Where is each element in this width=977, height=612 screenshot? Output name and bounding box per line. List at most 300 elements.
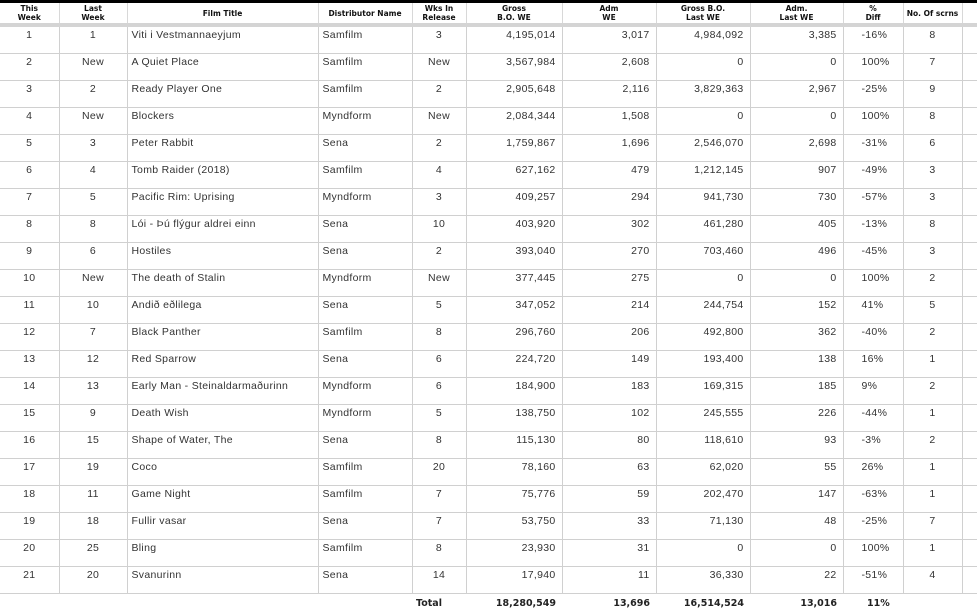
cell-empty — [962, 189, 977, 216]
table-row — [0, 270, 977, 297]
cell-film-title: Coco — [127, 459, 318, 486]
cell-gross-last-we: 71,130 — [656, 513, 750, 540]
cell-empty — [962, 297, 977, 324]
cell-adm-we: 479 — [562, 162, 656, 189]
cell-screens: 3 — [903, 243, 962, 270]
cell-gross-last-we: 4,984,092 — [656, 25, 750, 54]
cell-film-title: Blockers — [127, 108, 318, 135]
cell-film-title: Pacific Rim: Uprising — [127, 189, 318, 216]
cell-gross-last-we: 0 — [656, 540, 750, 567]
cell-pct-diff: -57% — [843, 189, 903, 216]
cell-distributor: Sena — [318, 216, 412, 243]
cell-distributor: Samfilm — [318, 324, 412, 351]
cell-gross-last-we: 193,400 — [656, 351, 750, 378]
cell-film-title: Red Sparrow — [127, 351, 318, 378]
cell-screens: 4 — [903, 567, 962, 594]
cell-adm-we: 214 — [562, 297, 656, 324]
cell-gross-we: 23,930 — [466, 540, 562, 567]
cell-gross-last-we: 461,280 — [656, 216, 750, 243]
cell-adm-we: 149 — [562, 351, 656, 378]
cell-empty — [962, 25, 977, 54]
cell-gross-we: 138,750 — [466, 405, 562, 432]
cell-screens: 1 — [903, 459, 962, 486]
cell-wks-in-release: 6 — [412, 351, 466, 378]
table-row — [0, 81, 977, 108]
cell-film-title: Svanurinn — [127, 567, 318, 594]
cell-gross-we: 377,445 — [466, 270, 562, 297]
cell-last-week: 25 — [59, 540, 127, 567]
cell-wks-in-release: 3 — [412, 25, 466, 54]
cell-empty — [962, 135, 977, 162]
box-office-table — [0, 3, 977, 612]
cell-film-title: Game Night — [127, 486, 318, 513]
cell-pct-diff: -13% — [843, 216, 903, 243]
cell-pct-diff: -25% — [843, 81, 903, 108]
cell-distributor: Samfilm — [318, 459, 412, 486]
cell-gross-we: 53,750 — [466, 513, 562, 540]
cell-pct-diff: 100% — [843, 540, 903, 567]
cell-screens: 1 — [903, 540, 962, 567]
cell-empty — [962, 459, 977, 486]
cell-distributor: Samfilm — [318, 25, 412, 54]
header-adm-we: Adm WE — [562, 3, 656, 25]
header-gross-we: Gross B.O. WE — [466, 3, 562, 25]
cell-wks-in-release: 4 — [412, 162, 466, 189]
cell-adm-last-we: 138 — [750, 351, 843, 378]
cell-film-title: Black Panther — [127, 324, 318, 351]
cell-adm-we: 102 — [562, 405, 656, 432]
header-pct-diff: % Diff — [843, 3, 903, 25]
cell-gross-we: 409,257 — [466, 189, 562, 216]
cell-gross-we: 393,040 — [466, 243, 562, 270]
cell-pct-diff: -49% — [843, 162, 903, 189]
totals-adm: 13,696 — [562, 594, 656, 612]
cell-adm-we: 1,696 — [562, 135, 656, 162]
table-row — [0, 243, 977, 270]
table-row — [0, 324, 977, 351]
cell-pct-diff: -40% — [843, 324, 903, 351]
totals-spacer — [903, 594, 962, 612]
header-empty — [962, 3, 977, 25]
cell-gross-we: 2,905,648 — [466, 81, 562, 108]
cell-empty — [962, 108, 977, 135]
cell-gross-last-we: 941,730 — [656, 189, 750, 216]
cell-distributor: Sena — [318, 297, 412, 324]
cell-distributor: Myndform — [318, 270, 412, 297]
cell-distributor: Sena — [318, 243, 412, 270]
cell-distributor: Sena — [318, 567, 412, 594]
cell-adm-last-we: 907 — [750, 162, 843, 189]
cell-gross-we: 2,084,344 — [466, 108, 562, 135]
cell-gross-last-we: 703,460 — [656, 243, 750, 270]
cell-this-week: 10 — [0, 270, 59, 297]
cell-adm-last-we: 2,967 — [750, 81, 843, 108]
cell-this-week: 4 — [0, 108, 59, 135]
cell-last-week: 2 — [59, 81, 127, 108]
cell-this-week: 16 — [0, 432, 59, 459]
cell-gross-last-we: 1,212,145 — [656, 162, 750, 189]
cell-gross-last-we: 2,546,070 — [656, 135, 750, 162]
cell-this-week: 20 — [0, 540, 59, 567]
cell-last-week: New — [59, 270, 127, 297]
cell-gross-last-we: 202,470 — [656, 486, 750, 513]
cell-gross-we: 1,759,867 — [466, 135, 562, 162]
cell-gross-we: 224,720 — [466, 351, 562, 378]
table-row — [0, 540, 977, 567]
cell-last-week: 15 — [59, 432, 127, 459]
table-row — [0, 432, 977, 459]
cell-pct-diff: 100% — [843, 108, 903, 135]
cell-last-week: 4 — [59, 162, 127, 189]
totals-row — [0, 594, 977, 612]
header-film-title: Film Title — [127, 3, 318, 25]
cell-screens: 1 — [903, 405, 962, 432]
cell-gross-we: 78,160 — [466, 459, 562, 486]
cell-adm-we: 31 — [562, 540, 656, 567]
cell-film-title: Peter Rabbit — [127, 135, 318, 162]
cell-adm-last-we: 48 — [750, 513, 843, 540]
cell-screens: 3 — [903, 189, 962, 216]
table-row — [0, 108, 977, 135]
cell-gross-last-we: 169,315 — [656, 378, 750, 405]
cell-screens: 1 — [903, 351, 962, 378]
header-distributor: Distributor Name — [318, 3, 412, 25]
cell-wks-in-release: 6 — [412, 378, 466, 405]
cell-distributor: Sena — [318, 513, 412, 540]
cell-adm-last-we: 0 — [750, 54, 843, 81]
cell-gross-we: 3,567,984 — [466, 54, 562, 81]
cell-adm-last-we: 93 — [750, 432, 843, 459]
cell-gross-last-we: 244,754 — [656, 297, 750, 324]
cell-adm-last-we: 362 — [750, 324, 843, 351]
cell-gross-last-we: 36,330 — [656, 567, 750, 594]
totals-gross: 18,280,549 — [466, 594, 562, 612]
cell-gross-we: 75,776 — [466, 486, 562, 513]
cell-empty — [962, 54, 977, 81]
cell-this-week: 19 — [0, 513, 59, 540]
cell-this-week: 6 — [0, 162, 59, 189]
cell-screens: 2 — [903, 270, 962, 297]
cell-adm-we: 294 — [562, 189, 656, 216]
cell-distributor: Sena — [318, 432, 412, 459]
cell-wks-in-release: 5 — [412, 297, 466, 324]
cell-screens: 7 — [903, 54, 962, 81]
cell-empty — [962, 243, 977, 270]
cell-adm-we: 183 — [562, 378, 656, 405]
cell-adm-we: 3,017 — [562, 25, 656, 54]
cell-distributor: Samfilm — [318, 486, 412, 513]
cell-this-week: 11 — [0, 297, 59, 324]
cell-this-week: 8 — [0, 216, 59, 243]
cell-gross-last-we: 3,829,363 — [656, 81, 750, 108]
cell-film-title: Early Man - Steinaldarmaðurinn — [127, 378, 318, 405]
cell-film-title: Andið eðlilega — [127, 297, 318, 324]
table-body — [0, 25, 977, 594]
cell-last-week: 12 — [59, 351, 127, 378]
cell-wks-in-release: 10 — [412, 216, 466, 243]
header-adm-last-we: Adm. Last WE — [750, 3, 843, 25]
cell-wks-in-release: 7 — [412, 486, 466, 513]
cell-distributor: Sena — [318, 351, 412, 378]
cell-pct-diff: 100% — [843, 270, 903, 297]
totals-adm-last: 13,016 — [750, 594, 843, 612]
cell-wks-in-release: New — [412, 108, 466, 135]
cell-gross-last-we: 62,020 — [656, 459, 750, 486]
table-row — [0, 25, 977, 54]
table-row — [0, 567, 977, 594]
cell-this-week: 18 — [0, 486, 59, 513]
cell-adm-last-we: 185 — [750, 378, 843, 405]
table-row — [0, 135, 977, 162]
cell-last-week: New — [59, 54, 127, 81]
cell-distributor: Myndform — [318, 378, 412, 405]
cell-wks-in-release: 8 — [412, 432, 466, 459]
cell-wks-in-release: New — [412, 270, 466, 297]
table-row — [0, 459, 977, 486]
cell-empty — [962, 378, 977, 405]
cell-gross-we: 627,162 — [466, 162, 562, 189]
cell-screens: 7 — [903, 513, 962, 540]
table-row — [0, 297, 977, 324]
table-row — [0, 405, 977, 432]
cell-last-week: 20 — [59, 567, 127, 594]
cell-this-week: 3 — [0, 81, 59, 108]
cell-gross-we: 347,052 — [466, 297, 562, 324]
header-row — [0, 3, 977, 25]
table-row — [0, 162, 977, 189]
cell-this-week: 21 — [0, 567, 59, 594]
cell-gross-last-we: 0 — [656, 54, 750, 81]
cell-gross-last-we: 0 — [656, 108, 750, 135]
cell-screens: 8 — [903, 216, 962, 243]
cell-adm-we: 59 — [562, 486, 656, 513]
cell-adm-we: 206 — [562, 324, 656, 351]
cell-last-week: 7 — [59, 324, 127, 351]
cell-empty — [962, 216, 977, 243]
cell-this-week: 2 — [0, 54, 59, 81]
cell-gross-last-we: 0 — [656, 270, 750, 297]
cell-empty — [962, 162, 977, 189]
cell-adm-we: 275 — [562, 270, 656, 297]
cell-screens: 8 — [903, 108, 962, 135]
cell-adm-last-we: 55 — [750, 459, 843, 486]
cell-distributor: Samfilm — [318, 540, 412, 567]
cell-pct-diff: -31% — [843, 135, 903, 162]
table-row — [0, 486, 977, 513]
cell-adm-last-we: 0 — [750, 270, 843, 297]
cell-gross-we: 403,920 — [466, 216, 562, 243]
cell-pct-diff: -51% — [843, 567, 903, 594]
cell-last-week: 6 — [59, 243, 127, 270]
cell-gross-we: 296,760 — [466, 324, 562, 351]
cell-last-week: 8 — [59, 216, 127, 243]
cell-last-week: 19 — [59, 459, 127, 486]
cell-gross-last-we: 118,610 — [656, 432, 750, 459]
table-row — [0, 378, 977, 405]
cell-adm-we: 270 — [562, 243, 656, 270]
cell-last-week: 13 — [59, 378, 127, 405]
cell-adm-last-we: 2,698 — [750, 135, 843, 162]
cell-pct-diff: 26% — [843, 459, 903, 486]
header-gross-last-we: Gross B.O. Last WE — [656, 3, 750, 25]
cell-screens: 5 — [903, 297, 962, 324]
cell-screens: 9 — [903, 81, 962, 108]
cell-empty — [962, 405, 977, 432]
cell-wks-in-release: 8 — [412, 324, 466, 351]
cell-adm-we: 2,116 — [562, 81, 656, 108]
cell-adm-last-we: 0 — [750, 540, 843, 567]
totals-diff: 11% — [843, 594, 903, 612]
table-row — [0, 513, 977, 540]
header-this-week: This Week — [0, 3, 59, 25]
cell-adm-last-we: 3,385 — [750, 25, 843, 54]
cell-film-title: Death Wish — [127, 405, 318, 432]
cell-adm-we: 1,508 — [562, 108, 656, 135]
cell-adm-we: 63 — [562, 459, 656, 486]
cell-this-week: 9 — [0, 243, 59, 270]
cell-this-week: 1 — [0, 25, 59, 54]
cell-empty — [962, 567, 977, 594]
cell-pct-diff: -44% — [843, 405, 903, 432]
cell-this-week: 15 — [0, 405, 59, 432]
cell-screens: 6 — [903, 135, 962, 162]
cell-distributor: Samfilm — [318, 81, 412, 108]
cell-pct-diff: -16% — [843, 25, 903, 54]
totals-spacer — [59, 594, 127, 612]
cell-wks-in-release: 2 — [412, 135, 466, 162]
cell-adm-we: 2,608 — [562, 54, 656, 81]
totals-spacer — [127, 594, 318, 612]
cell-film-title: Tomb Raider (2018) — [127, 162, 318, 189]
cell-adm-we: 33 — [562, 513, 656, 540]
cell-last-week: 5 — [59, 189, 127, 216]
totals-spacer — [962, 594, 977, 612]
cell-film-title: Ready Player One — [127, 81, 318, 108]
cell-last-week: 10 — [59, 297, 127, 324]
cell-empty — [962, 486, 977, 513]
cell-gross-we: 184,900 — [466, 378, 562, 405]
cell-pct-diff: -3% — [843, 432, 903, 459]
cell-last-week: 11 — [59, 486, 127, 513]
cell-empty — [962, 351, 977, 378]
cell-adm-last-we: 152 — [750, 297, 843, 324]
cell-film-title: A Quiet Place — [127, 54, 318, 81]
cell-empty — [962, 513, 977, 540]
cell-wks-in-release: 2 — [412, 243, 466, 270]
cell-this-week: 12 — [0, 324, 59, 351]
cell-pct-diff: -25% — [843, 513, 903, 540]
cell-adm-last-we: 730 — [750, 189, 843, 216]
cell-wks-in-release: 3 — [412, 189, 466, 216]
cell-this-week: 17 — [0, 459, 59, 486]
cell-wks-in-release: 14 — [412, 567, 466, 594]
cell-adm-we: 80 — [562, 432, 656, 459]
cell-gross-we: 115,130 — [466, 432, 562, 459]
cell-wks-in-release: 5 — [412, 405, 466, 432]
cell-distributor: Myndform — [318, 189, 412, 216]
cell-wks-in-release: 2 — [412, 81, 466, 108]
cell-film-title: Lói - Þú flýgur aldrei einn — [127, 216, 318, 243]
cell-film-title: Viti i Vestmannaeyjum — [127, 25, 318, 54]
cell-empty — [962, 81, 977, 108]
cell-last-week: 3 — [59, 135, 127, 162]
cell-empty — [962, 540, 977, 567]
cell-distributor: Sena — [318, 135, 412, 162]
cell-film-title: The death of Stalin — [127, 270, 318, 297]
cell-empty — [962, 324, 977, 351]
cell-wks-in-release: 7 — [412, 513, 466, 540]
cell-last-week: New — [59, 108, 127, 135]
cell-distributor: Samfilm — [318, 54, 412, 81]
cell-this-week: 13 — [0, 351, 59, 378]
cell-pct-diff: -45% — [843, 243, 903, 270]
cell-gross-last-we: 492,800 — [656, 324, 750, 351]
cell-pct-diff: 41% — [843, 297, 903, 324]
header-last-week: Last Week — [59, 3, 127, 25]
cell-gross-we: 17,940 — [466, 567, 562, 594]
cell-film-title: Fullir vasar — [127, 513, 318, 540]
table-row — [0, 351, 977, 378]
cell-adm-last-we: 226 — [750, 405, 843, 432]
cell-film-title: Shape of Water, The — [127, 432, 318, 459]
header-screens: No. Of scrns — [903, 3, 962, 25]
cell-this-week: 14 — [0, 378, 59, 405]
cell-adm-last-we: 496 — [750, 243, 843, 270]
cell-pct-diff: 100% — [843, 54, 903, 81]
cell-empty — [962, 270, 977, 297]
cell-gross-last-we: 245,555 — [656, 405, 750, 432]
cell-pct-diff: 9% — [843, 378, 903, 405]
cell-screens: 2 — [903, 324, 962, 351]
header-wks-in-release: Wks In Release — [412, 3, 466, 25]
cell-wks-in-release: 20 — [412, 459, 466, 486]
cell-distributor: Myndform — [318, 405, 412, 432]
cell-adm-last-we: 405 — [750, 216, 843, 243]
cell-pct-diff: -63% — [843, 486, 903, 513]
cell-film-title: Hostiles — [127, 243, 318, 270]
cell-this-week: 5 — [0, 135, 59, 162]
cell-wks-in-release: New — [412, 54, 466, 81]
totals-label: Total — [412, 594, 466, 612]
cell-last-week: 1 — [59, 25, 127, 54]
cell-screens: 2 — [903, 432, 962, 459]
cell-distributor: Myndform — [318, 108, 412, 135]
cell-last-week: 18 — [59, 513, 127, 540]
totals-spacer — [318, 594, 412, 612]
cell-screens: 8 — [903, 25, 962, 54]
cell-adm-last-we: 147 — [750, 486, 843, 513]
cell-distributor: Samfilm — [318, 162, 412, 189]
totals-spacer — [0, 594, 59, 612]
cell-adm-we: 302 — [562, 216, 656, 243]
cell-screens: 2 — [903, 378, 962, 405]
cell-gross-we: 4,195,014 — [466, 25, 562, 54]
cell-wks-in-release: 8 — [412, 540, 466, 567]
cell-adm-last-we: 22 — [750, 567, 843, 594]
table-row — [0, 189, 977, 216]
table-row — [0, 216, 977, 243]
cell-last-week: 9 — [59, 405, 127, 432]
cell-pct-diff: 16% — [843, 351, 903, 378]
cell-adm-last-we: 0 — [750, 108, 843, 135]
totals-gross-last: 16,514,524 — [656, 594, 750, 612]
cell-screens: 1 — [903, 486, 962, 513]
cell-empty — [962, 432, 977, 459]
table-row — [0, 54, 977, 81]
cell-this-week: 7 — [0, 189, 59, 216]
cell-adm-we: 11 — [562, 567, 656, 594]
cell-film-title: Bling — [127, 540, 318, 567]
